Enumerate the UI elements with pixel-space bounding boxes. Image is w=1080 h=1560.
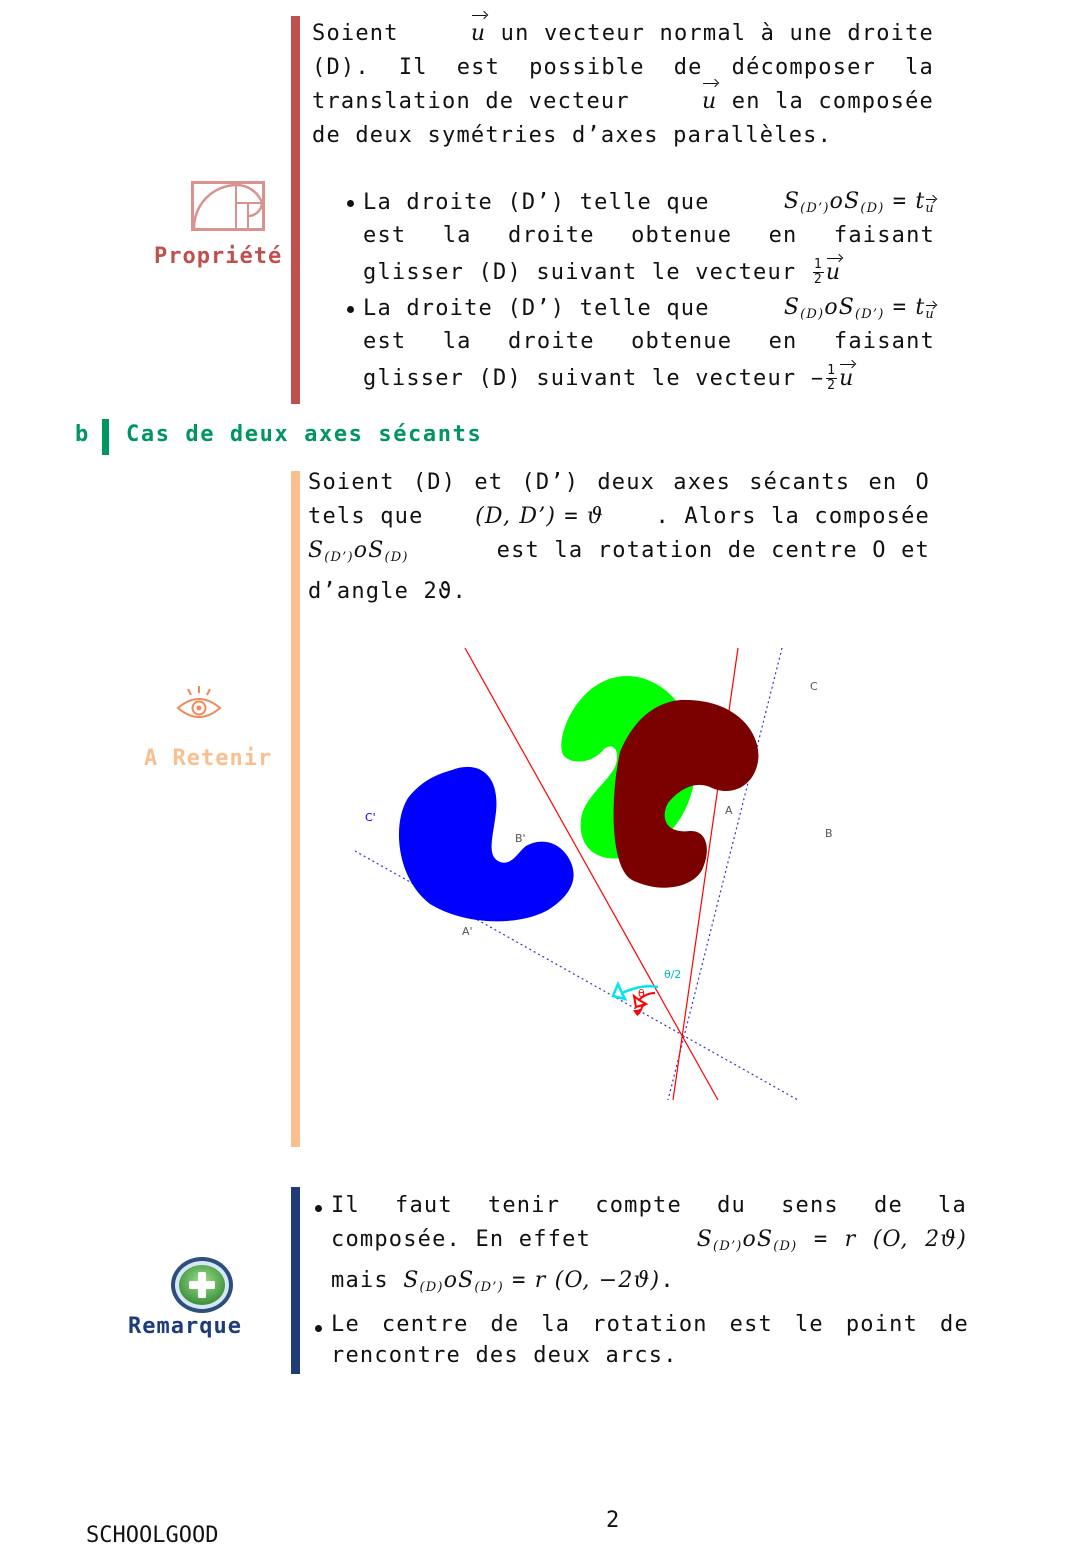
bullet-dot	[347, 200, 354, 207]
label-b-prime: B'	[515, 832, 526, 845]
propriete-bullet-1: La droite (D’) telle que $S_{(D’)}oS_{(D)} = t_u$ est la droite obtenue en faisant glisser (D) suivant le vecteur $\frac{1}{2}$ u	[363, 188, 935, 287]
page-number: 2	[606, 1508, 620, 1533]
label-theta: θ	[638, 987, 645, 1000]
retenir-bar	[291, 471, 300, 1147]
blue-shape	[399, 767, 574, 921]
section-letter: b	[75, 422, 89, 447]
intro-line-2: (D). Il est possible de décomposer la	[312, 55, 934, 80]
formula-sds: $S_{(D’)}oS_{(D)} = t_u$	[783, 188, 935, 216]
bullet-dot	[315, 1325, 322, 1332]
section-bar	[102, 419, 109, 455]
formula-rotation-negative: $S_{(D)}oS_{(D’)} = r$ (O, −2ϑ).	[403, 1268, 675, 1295]
propriete-label: Propriété	[154, 244, 283, 269]
retenir-text: Soient (D) et (D’) deux axes sécants en O tels que (D, D’) = ϑ . Alors la composée $S_{(D’)}oS_{(D)}$ est la rotation de centre O et d’angle 2ϑ.	[308, 470, 930, 604]
intro-line-1: Soient u un vecteur normal à une droite	[312, 17, 934, 51]
formula-rotation-positive: $S_{(D’)}oS_{(D)} = r$ (O, 2ϑ)	[696, 1227, 967, 1254]
remarque-bullet-2: Le centre de la rotation est le point de rencontre des deux arcs.	[331, 1312, 969, 1368]
label-theta-half: θ/2	[664, 968, 682, 981]
golden-spiral-icon	[191, 181, 265, 235]
remarque-bullet-1: Il faut tenir compte du sens de la composée. En effet $S_{(D’)}oS_{(D)} = r$ (O, 2ϑ) mais $S_{(D)}oS_{(D’)} = r$ (O, −2ϑ).	[331, 1193, 967, 1295]
formula-sds: $S_{(D)}oS_{(D’)} = t_u$	[783, 294, 935, 322]
label-a-prime: A'	[462, 925, 473, 938]
bullet-dot	[315, 1205, 322, 1212]
remarque-bar	[291, 1187, 300, 1374]
section-title: Cas de deux axes sécants	[126, 422, 483, 447]
angle-formula: (D, D’) = ϑ	[475, 504, 604, 529]
intro-line-3: translation de vecteur u en la composée	[312, 85, 934, 119]
bullet-dot	[347, 306, 354, 313]
intro-line-4: de deux symétries d’axes parallèles.	[312, 123, 833, 148]
formula-sds: $S_{(D’)}oS_{(D)}$	[308, 538, 409, 565]
label-b: B	[825, 827, 833, 840]
vector-u: u un vecteur normal à une droite	[471, 17, 934, 51]
eye-icon	[175, 684, 223, 726]
label-c-prime: C'	[365, 811, 376, 824]
label-c: C	[810, 680, 818, 693]
retenir-label: A Retenir	[144, 746, 273, 771]
footer-brand: SCHOOLGOOD	[86, 1523, 219, 1548]
propriete-bullet-2: La droite (D’) telle que $S_{(D)}oS_{(D’)} = t_u$ est la droite obtenue en faisant glisser (D) suivant le vecteur − $\frac{1}{2}$ u	[363, 294, 935, 393]
label-a: A	[725, 804, 733, 817]
propriete-intro	[312, 17, 934, 153]
propriete-bar	[291, 16, 300, 404]
remarque-label: Remarque	[128, 1314, 242, 1339]
plus-icon	[169, 1255, 235, 1319]
rotation-figure	[350, 648, 833, 1100]
